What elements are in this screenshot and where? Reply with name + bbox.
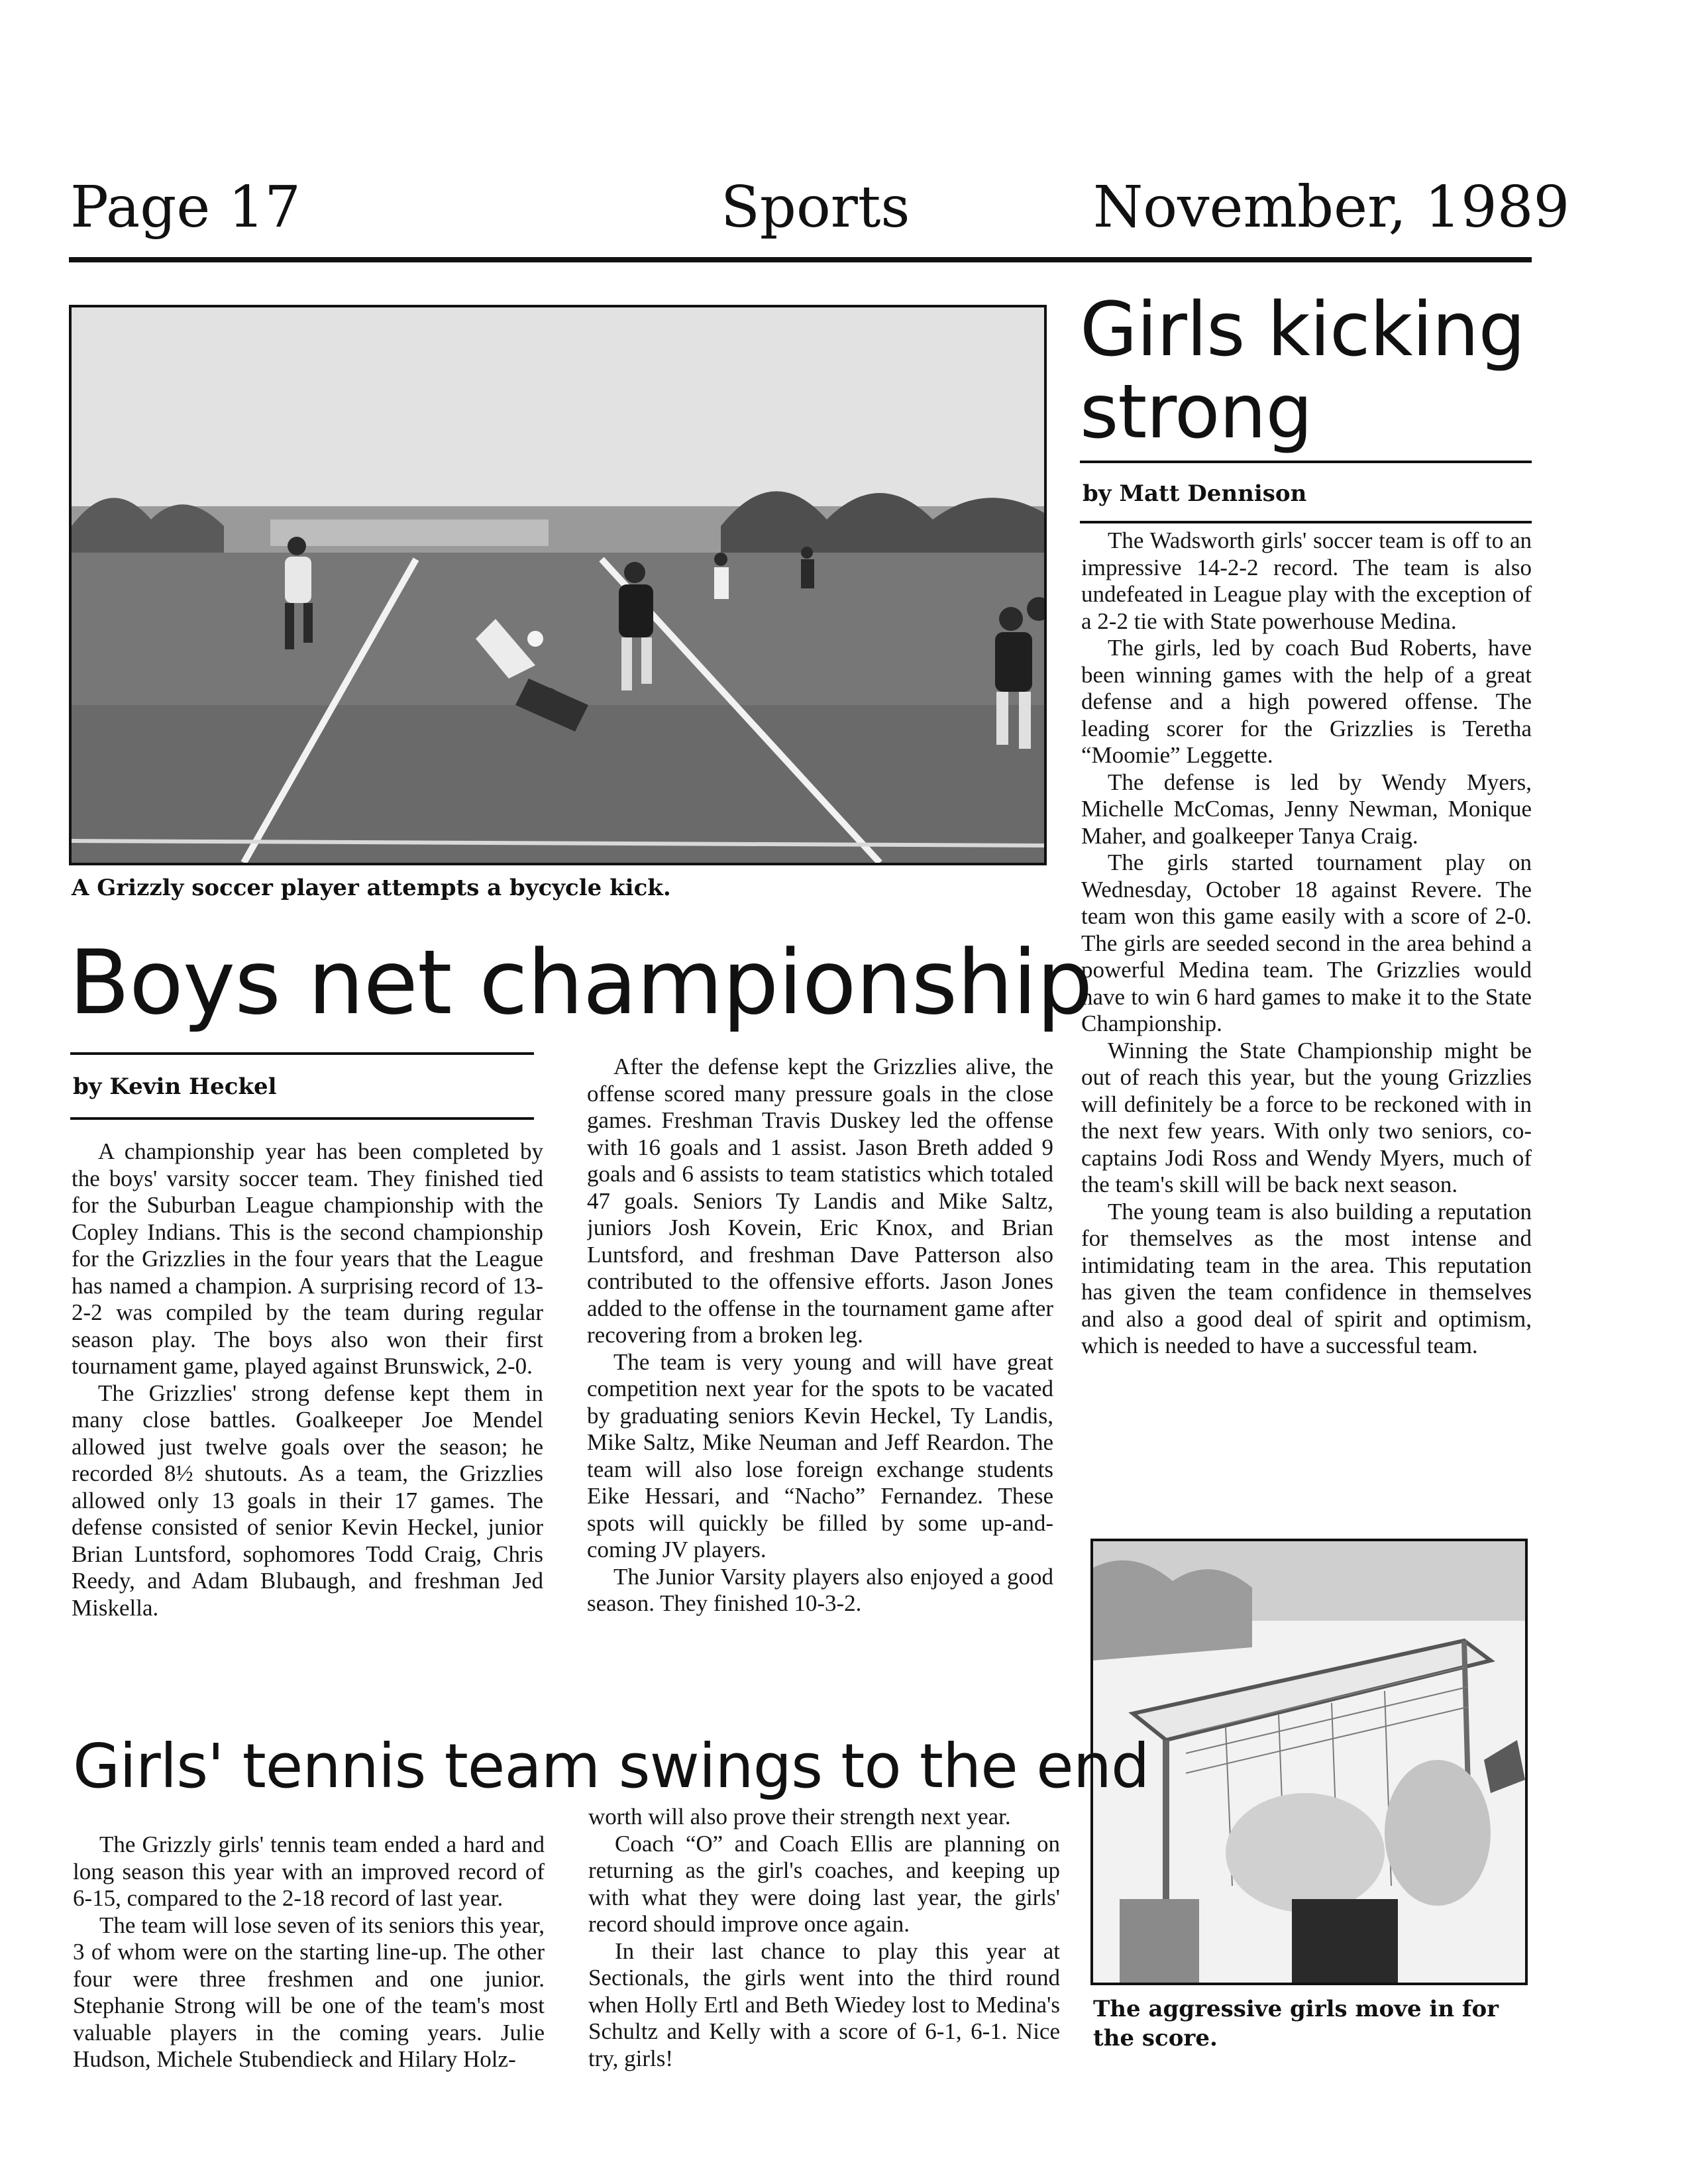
goal-photo: [1090, 1539, 1528, 1985]
girls-soccer-byline: by Matt Dennison: [1083, 480, 1307, 507]
girls-soccer-paragraph: The girls, led by coach Bud Roberts, have been winning games with the help of a great defense and a high powered offense. The leading scorer for the Grizzlies is Teretha “Moomie” Leggette.: [1081, 635, 1532, 768]
masthead-rule: [69, 257, 1532, 262]
page-number: Page 17: [70, 174, 301, 241]
girls-soccer-paragraph: The Wadsworth girls' soccer team is off to an impressive 14-2-2 record. The team is also undefeated in League play with the exception of a 2-2 tie with State powerhouse Medina.: [1081, 527, 1532, 634]
issue-date: November, 1989: [1093, 174, 1570, 241]
section-title: Sports: [721, 174, 910, 241]
soccer-photo: [69, 305, 1047, 865]
girls-soccer-rule: [1080, 461, 1532, 463]
boys-soccer-paragraph: A championship year has been completed by the boys' varsity soccer team. They finished tied for the Suburban League championship with the Copley Indians. This is the second championship for the Grizzlies in the four years that the League has named a champion. A surprising record of 13-2-2 was compiled by the team during regular season play. The boys also won their first tournament game, played against Brunswick, 2-0.: [72, 1138, 543, 1379]
girls-soccer-headline: [1080, 289, 1525, 453]
girls-soccer-paragraph: The defense is led by Wendy Myers, Michelle McComas, Jenny Newman, Monique Maher, and goalkeeper Tanya Craig.: [1081, 769, 1532, 849]
tennis-paragraph-continued: worth will also prove their strength next year.: [588, 1804, 1011, 1829]
girls-soccer-headline-line2: strong: [1080, 369, 1312, 455]
tennis-paragraph: The team will lose seven of its seniors this year, 3 of whom were on the starting line-up. The other four were three freshmen and one junior. Stephanie Strong will be one of the team's most valuable players in the coming years. Julie Hudson, Michele Stubendieck and Hilary Holz-: [73, 1912, 545, 2072]
boys-soccer-headline: Boys net championship: [69, 931, 1092, 1034]
tennis-headline: Girls' tennis team swings to the end: [73, 1731, 1149, 1802]
tennis-paragraph: Coach “O” and Coach Ellis are planning on returning as the girl's coaches, and keeping up with what they were doing last year, the girls' record should improve once again.: [588, 1830, 1060, 1937]
boys-soccer-rule: [70, 1052, 534, 1055]
goal-photo-caption: The aggressive girls move in for the score.: [1093, 1996, 1499, 2051]
boys-soccer-paragraph: The team is very young and will have great competition next year for the spots to be vacated by graduating seniors Kevin Heckel, Ty Landis, Mike Saltz, Mike Neuman and Jeff Reardon. The team will also lose foreign exchange students Eike Hessari, and “Nacho” Fernandez. These spots will quickly be filled by some up-and-coming JV players.: [587, 1348, 1053, 1562]
boys-soccer-col1: [72, 1138, 543, 1715]
girls-soccer-byline-rule: [1080, 521, 1532, 523]
girls-soccer-paragraph: The young team is also building a reputation for themselves as the most intense and intimidating team in the area. This reputation has given the team confidence in themselves and also a good deal of spirit and optimism, which is needed to have a successful team.: [1081, 1198, 1532, 1358]
boys-soccer-byline-rule: [70, 1117, 534, 1120]
girls-soccer-paragraph: Winning the State Championship might be out of reach this year, but the young Grizzlies will definitely be a force to be reckoned with in the next few years. With only two seniors, co-captains Jodi Ross and Wendy Myers, much of the team's skill will be back next season.: [1081, 1037, 1532, 1197]
soccer-photo-caption: A Grizzly soccer player attempts a bycycle kick.: [72, 875, 671, 901]
tennis-col1: [73, 1831, 545, 2156]
tennis-col2: [588, 1804, 1060, 2157]
boys-soccer-paragraph: After the defense kept the Grizzlies alive, the offense scored many pressure goals in the close games. Freshman Travis Duskey led the offense with 16 goals and 1 assist. Jason Breth added 9 goals and 6 assists to team statistics which totaled 47 goals. Seniors Ty Landis and Mike Saltz, juniors Josh Kovein, Eric Knox, and Brian Luntsford, and freshman Dave Patterson also contributed to the offensive efforts. Jason Jones added to the offense in the tournament game after recovering from a broken leg.: [587, 1054, 1053, 1348]
girls-soccer-body: [1081, 527, 1532, 1511]
soccer-photo-illustration: [72, 307, 1044, 863]
boys-soccer-col2: [587, 1054, 1053, 1716]
boys-soccer-paragraph: The Junior Varsity players also enjoyed a good season. They finished 10-3-2.: [587, 1563, 1053, 1616]
tennis-paragraph: The Grizzly girls' tennis team ended a hard and long season this year with an improved record of 6-15, compared to the 2-18 record of last year.: [73, 1831, 545, 1911]
girls-soccer-paragraph: The girls started tournament play on Wednesday, October 18 against Revere. The team won this game easily with a score of 2-0. The girls are seeded second in the area behind a powerful Medina team. The Grizzlies would have to win 6 hard games to make it to the State Championship.: [1081, 849, 1532, 1036]
boys-soccer-paragraph: The Grizzlies' strong defense kept them in many close battles. Goalkeeper Joe Mendel allowed just twelve goals over the season; he recorded 8½ shutouts. As a team, the Grizzlies allowed only 13 goals in their 17 games. The defense consisted of senior Kevin Heckel, junior Brian Luntsford, sophomores Todd Craig, Chris Reedy, and Adam Blubaugh, and freshman Jed Miskella.: [72, 1380, 543, 1621]
goal-photo-illustration: [1093, 1541, 1525, 1983]
boys-soccer-byline: by Kevin Heckel: [73, 1073, 277, 1100]
girls-soccer-headline-line1: Girls kicking: [1080, 287, 1525, 373]
tennis-paragraph: In their last chance to play this year at Sectionals, the girls went into the third round when Holly Ertl and Beth Wiedey lost to Medina's Schultz and Kelly with a score of 6-1, 6-1. Nice try, girls!: [588, 1938, 1060, 2071]
